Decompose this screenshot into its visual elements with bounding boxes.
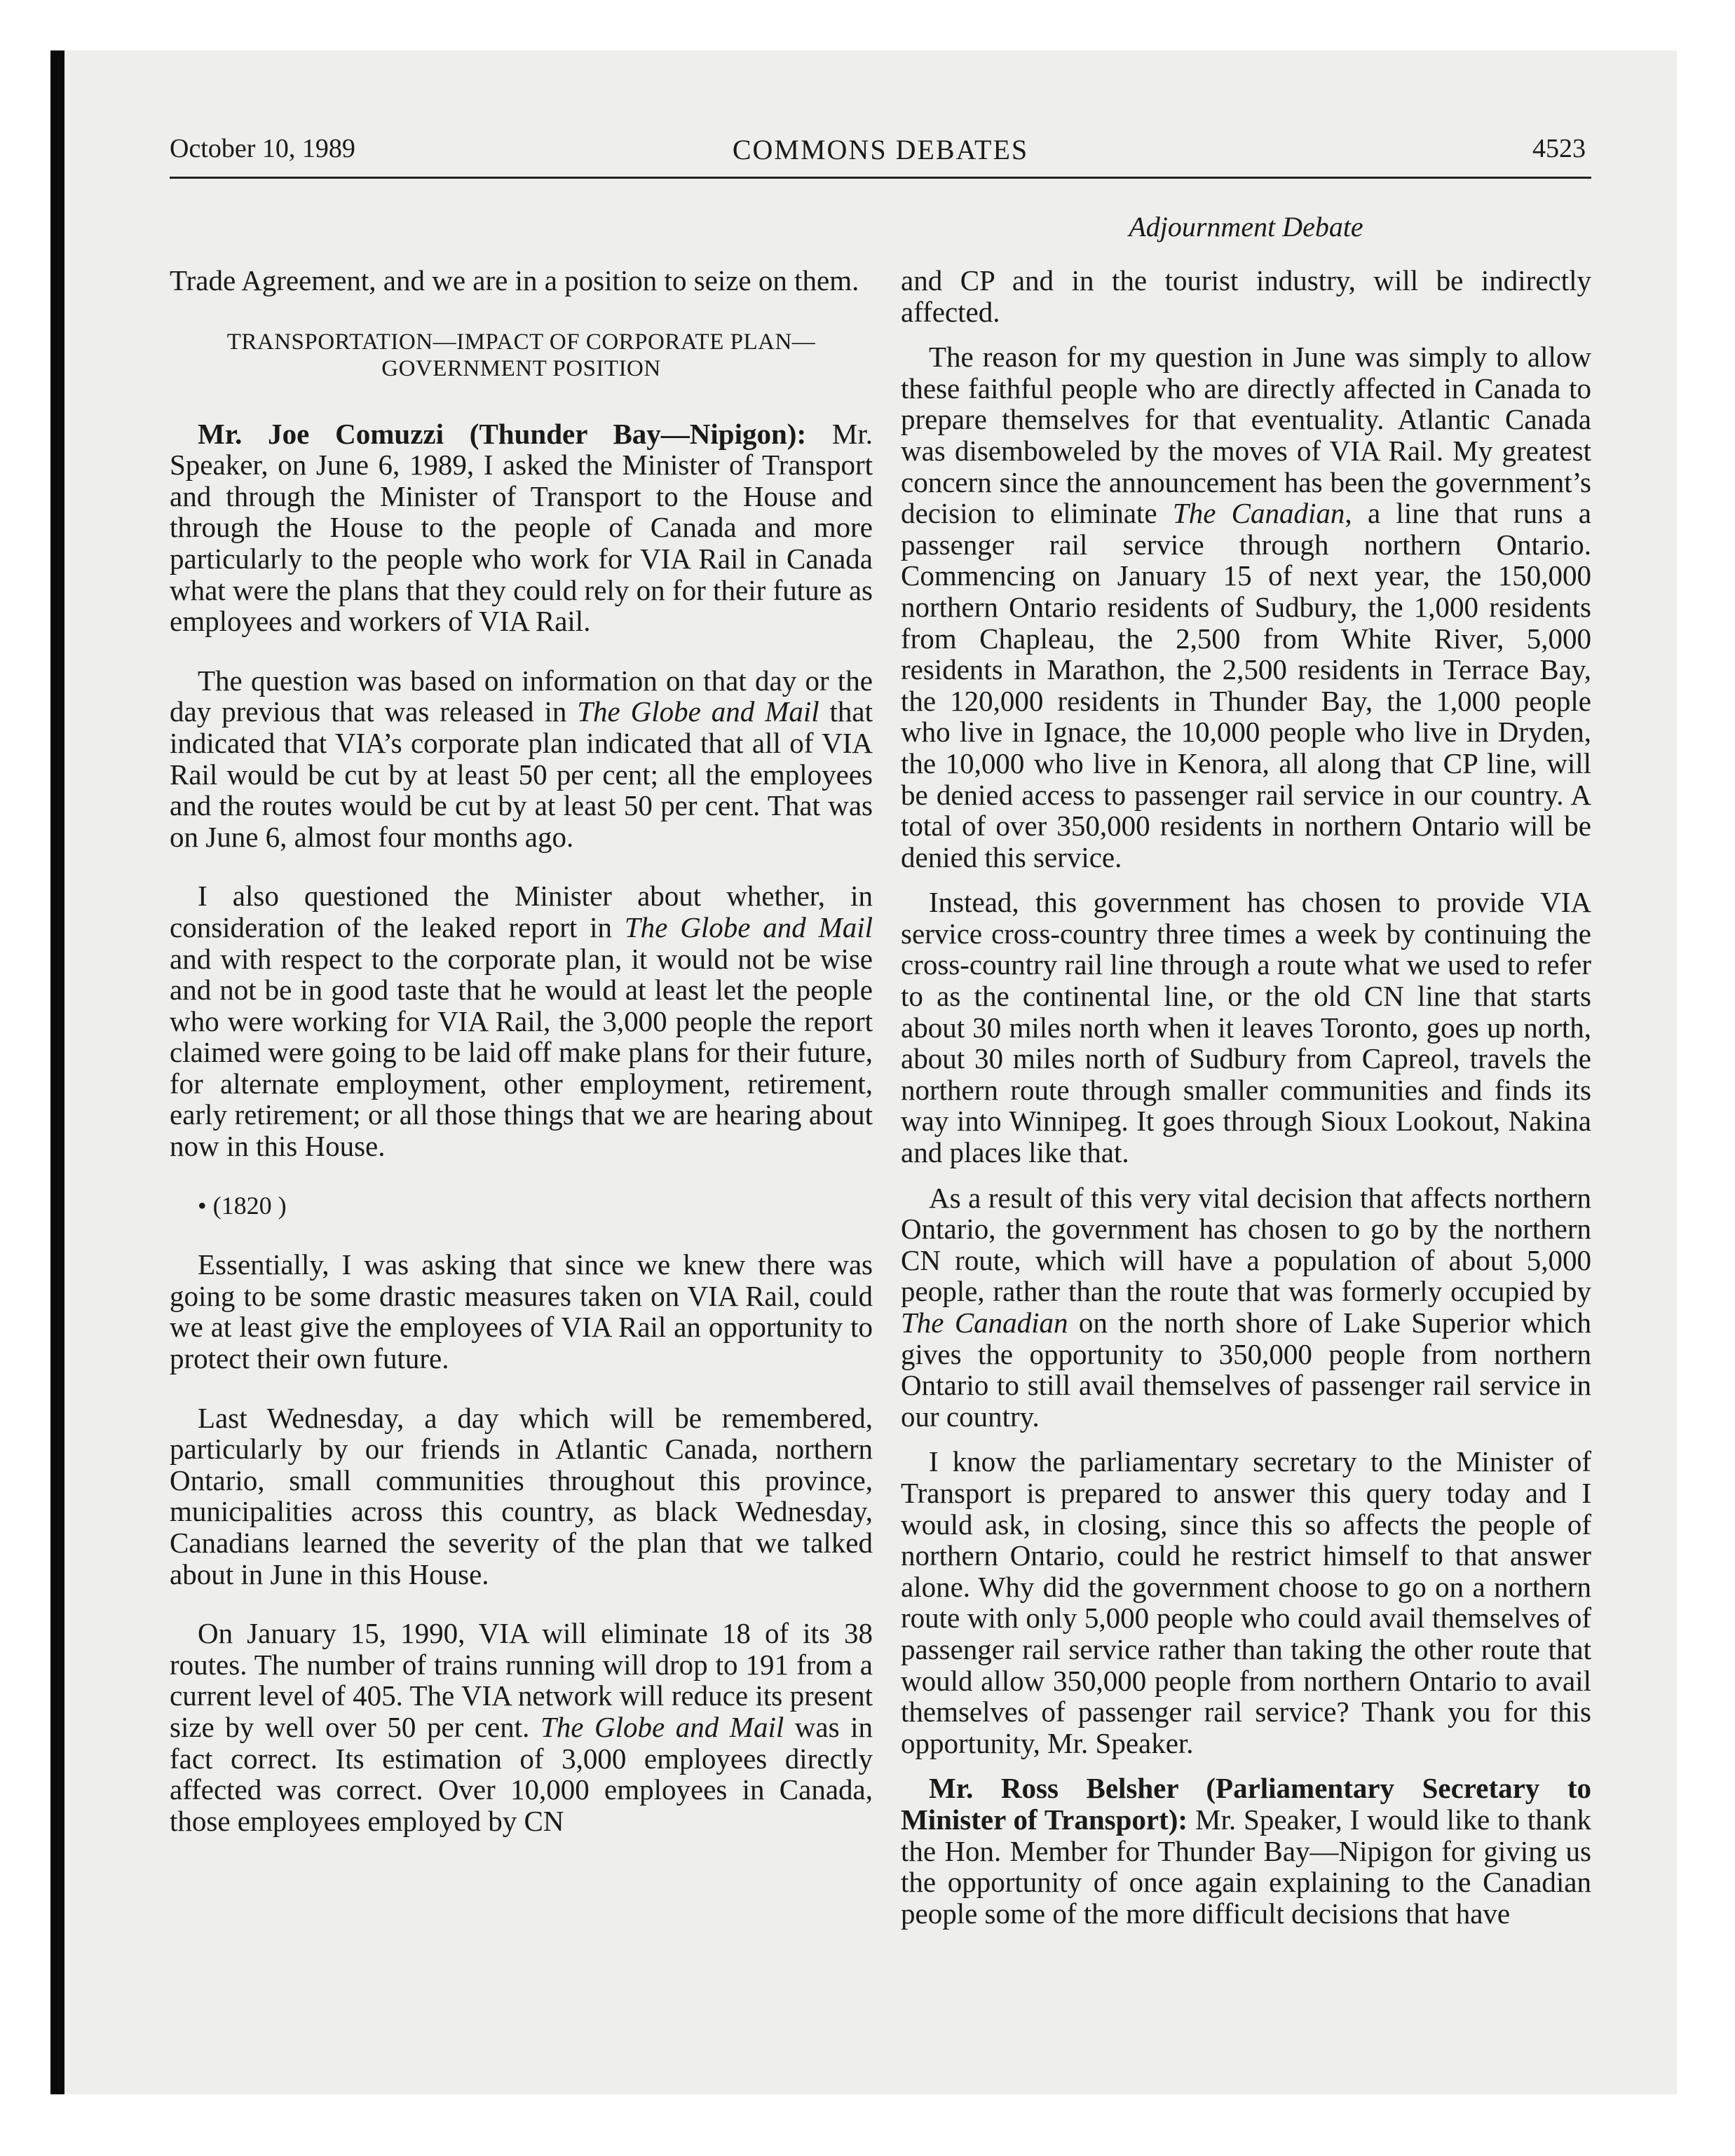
left-column — [170, 265, 873, 1836]
paragraph-text: was in fact correct. Its estimation of 3,000 employees directly affected was correct. Over 10,000 employees in Canada, those employees employed by CN — [170, 1710, 873, 1837]
time-marker: • (1820 ) — [198, 1191, 287, 1220]
header-title: COMMONS DEBATES — [732, 134, 1029, 165]
section-label: Adjournment Debate — [1129, 211, 1363, 243]
scan-edge — [50, 50, 64, 2094]
paragraph: and CP and in the tourist industry, will be indirectly affected. — [901, 264, 1591, 328]
paragraph — [901, 1182, 1591, 1433]
paragraph-text: that indicated that VIA’s corporate plan indicated that all of VIA Rail would be cut by at least 50 per cent; all the employees and the routes would be cut by at least 50 per cent. That was on June 6, almost four months ago. — [170, 695, 873, 853]
paragraph-text: The question was based on information on that day or the day previous that was released in — [170, 664, 873, 728]
paragraph-text: On January 15, 1990, VIA will eliminate 18 of its 38 routes. The number of trains running will drop to 191 from a current level of 405. The VIA network will reduce its present size by well over 50 per cent. — [170, 1617, 873, 1743]
train-name: The Canadian — [1172, 497, 1345, 530]
paragraph — [170, 665, 873, 853]
paragraph-text: Mr. Speaker, on June 6, 1989, I asked the Minister of Transport and through the Minister of Transport to the House and through the House to the people of Canada and more particularly to the people who work for VIA Rail in Canada what were the plans that they could rely on for their future as employees and workers of VIA Rail. — [170, 417, 873, 638]
paragraph-text: As a result of this very vital decision that affects northern Ontario, the government has chosen to go by the northern CN route, which will have a population of about 5,000 people, rather than the route that was formerly occupied by — [901, 1181, 1591, 1308]
paragraph: Essentially, I was asking that since we knew there was going to be some drastic measures taken on VIA Rail, could we at least give the employees of VIA Rail an opportunity to protect their own future. — [170, 1248, 873, 1375]
paragraph-text: and with respect to the corporate plan, it would not be wise and not be in good taste that he would at least let the people who were working for VIA Rail, the 3,000 people the report claimed were going to be laid off make plans for their future, for alternate employment, other employment, retirement, early retirement; or all those things that we are hearing about now in this House. — [170, 942, 873, 1163]
newspaper-title: The Globe and Mail — [577, 695, 819, 728]
paragraph — [901, 341, 1591, 873]
paragraph — [170, 418, 873, 637]
paragraph: I know the parliamentary secretary to the Minister of Transport is prepared to answer this query today and I would ask, in closing, since this so affects the people of northern Ontario, could he restrict himself to that answer alone. Why did the government choose to go on a northern route with only 5,000 people who could avail themselves of passenger rail service rather than taking the other route that would allow 350,000 people from northern Ontario to avail themselves of passenger rail service? Thank you for this opportunity, Mr. Speaker. — [901, 1445, 1591, 1759]
paragraph-text: Mr. Speaker, I would like to thank the Hon. Member for Thunder Bay—Nipigon for giving us the opportunity of once again explaining to the Canadian people some of the more difficult decisions that have — [901, 1803, 1591, 1930]
paragraph: Last Wednesday, a day which will be remembered, particularly by our friends in Atlantic Canada, northern Ontario, small communities throughout this province, municipalities across this country, as black Wednesday, Canadians learned the severity of the plan that we talked about in June in this House. — [170, 1401, 873, 1590]
speaker-name: Mr. Joe Comuzzi (Thunder Bay—Nipigon): — [198, 417, 807, 450]
debate-heading: TRANSPORTATION—IMPACT OF CORPORATE PLAN—GOVERNMENT POSITION — [226, 329, 816, 381]
newspaper-title: The Globe and Mail — [540, 1710, 784, 1743]
paragraph-text: on the north shore of Lake Superior which gives the opportunity to 350,000 people from northern Ontario to still avail themselves of passenger rail service in our country. — [901, 1306, 1591, 1433]
train-name: The Canadian — [901, 1306, 1068, 1339]
page-number: 4523 — [1532, 134, 1586, 163]
paragraph-text: I also questioned the Minister about whether, in consideration of the leaked report in — [170, 880, 873, 943]
paragraph — [901, 1773, 1591, 1929]
paragraph — [170, 1618, 873, 1836]
newspaper-title: The Globe and Mail — [624, 910, 873, 943]
page-header — [170, 132, 1591, 179]
right-column — [901, 265, 1591, 1929]
paragraph-text: The reason for my question in June was simply to allow these faithful people who are directly affected in Canada to prepare themselves for that eventuality. Atlantic Canada was disemboweled by the moves of VIA Rail. My greatest concern since the announcement has been the government’s decision to eliminate — [901, 341, 1591, 530]
paragraph: Trade Agreement, and we are in a position to seize on them. — [170, 264, 859, 296]
paragraph-text: , a line that runs a passenger rail service through northern Ontario. Commencing on January 15 of next year, the 150,000 northern Ontario residents of Sudbury, the 1,000 residents from Chapleau, the 2,500 from White River, 5,000 residents in Marathon, the 2,500 residents in Terrace Bay, the 120,000 residents in Thunder Bay, the 1,000 people who live in Ignace, the 10,000 people who live in Dryden, the 10,000 who live in Kenora, all along that CP line, will be denied access to passenger rail service in our country. A total of over 350,000 residents in northern Ontario will be denied this service. — [901, 497, 1591, 873]
paragraph — [170, 880, 873, 1161]
header-date: October 10, 1989 — [170, 134, 355, 163]
speaker-name: Mr. Ross Belsher (Parliamentary Secretary to Minister of Transport): — [901, 1772, 1591, 1836]
paragraph: Instead, this government has chosen to provide VIA service cross-country three times a week by continuing the cross-country rail line through a route what we used to refer to as the continental line, or the old CN line that starts about 30 miles north when it leaves Toronto, goes up north, about 30 miles north of Sudbury from Capreol, travels the northern route through smaller communities and finds its way into Winnipeg. It goes through Sioux Lookout, Nakina and places like that. — [901, 886, 1591, 1169]
